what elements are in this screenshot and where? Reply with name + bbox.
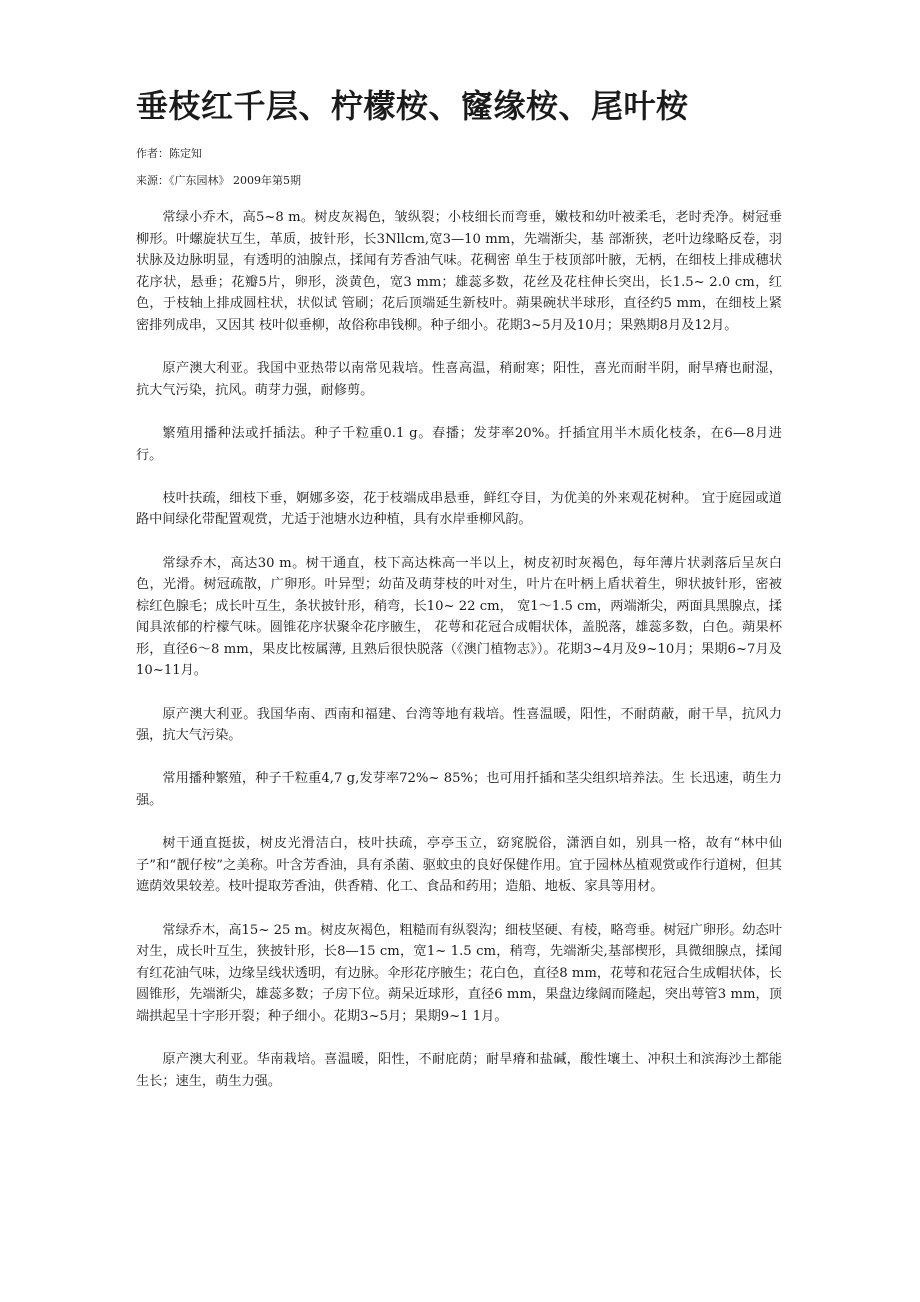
paragraph-6: 原产澳大利亚。我国华南、西南和福建、台湾等地有栽培。性喜温暖，阳性，不耐荫蔽，耐干旱，抗风力强，抗大气污染。 (136, 706, 782, 744)
paragraph-8: 树干通直挺拔，树皮光滑洁白，枝叶扶疏，亭亭玉立，窈窕脱俗，潇洒自如，别具一格，故有“林中仙子”和“靓仔桉”之美称。叶含芳香油，具有杀菌、驱蚊虫的良好保健作用。宜于园林丛植观赏或作行道树，但其遮荫效果较差。枝叶提取芳香油，供香精、化工、食品和药用；造船、地板、家具等用材。 (136, 836, 782, 895)
paragraph-9: 常绿乔木，高15~ 25 m。树皮灰褐色，粗糙而有纵裂沟；细枝坚硬、有棱，略弯垂。树冠广卵形。幼态叶对生，成长叶互生，狭披针形，长8—15 cm，宽1~ 1.5 cm，稍弯，先端渐尖,基部楔形，具微细腺点，揉闻有红花油气味，边缘呈线状透明，有边脉。伞形花序腋生；花白色，直径8 mm，花萼和花冠合生成帽状体，长圆锥形，先端渐尖，雄蕊多数；子房下位。蒴呆近球形，直径6 mm，果盘边缘阔而隆起，突出萼管3 mm，顶端拱起呈十字形开裂；种子细小。花期3~5月；果期9~1 1月。 (136, 922, 782, 1024)
article-author: 作者：陈定知 (136, 147, 202, 160)
paragraph-5: 常绿乔木，高达30 m。树干通直，枝下高达株高一半以上，树皮初时灰褐色，每年薄片状剥落后呈灰白色，光滑。树冠疏散，广卵形。叶异型；幼苗及萌芽枝的叶对生，叶片在叶柄上盾状着生，卵状披针形，密被棕红色腺毛；成长叶互生，条状披针形，稍弯，长10~ 22 cm， 宽1～1.5 cm，两端渐尖，两面具黑腺点，揉闻具浓郁的柠檬气味。圆锥花序状聚伞花序腋生， 花萼和花冠合成帽状体，盖脱落，雄蕊多数，白色。蒴果杯形，直径6～8 mm，果皮比桉属薄, 且熟后很快脱落（《澳门植物志》）。花期3~4月及9~10月；果期6~7月及10~11月。 (136, 555, 782, 679)
paragraph-3: 繁殖用播种法或扦插法。种子千粒重0.1 g。春播；发芽率20%。扦插宜用半木质化枝条，在6—8月进行。 (136, 425, 782, 463)
paragraph-4: 枝叶扶疏，细枝下垂，婀娜多姿，花于枝端成串悬垂，鲜红夺目，为优美的外来观花树种。 宜于庭园或道路中间绿化带配置观赏，尤适于池塘水边种植，具有水岸垂柳风韵。 (136, 490, 782, 528)
paragraph-7: 常用播种繁殖，种子千粒重4,7 g,发芽率72%~ 85%；也可用扦插和茎尖组织培养法。生 长迅速，萌生力强。 (136, 771, 782, 809)
paragraph-10: 原产澳大利亚。华南栽培。喜温暖，阳性，不耐庇荫；耐旱瘠和盐碱，酸性壤土、冲积土和滨海沙土都能生长；速生，萌生力强。 (136, 1052, 782, 1089)
paragraph-1: 常绿小乔木，高5~8 m。树皮灰褐色，皱纵裂；小枝细长而弯垂，嫩枝和幼叶被柔毛，老时秃净。树冠垂柳形。叶螺旋状互生，革质，披针形，长3Nllcm,宽3—10 mm，先端渐尖，基 部渐狭，老叶边缘略反卷，羽状脉及边脉明显，有透明的油腺点，揉闻有芳香油气味。花稠密 单生于枝顶部叶腋，无柄，在细枝上排成穗状花序状，悬垂；花瓣5片，卵形，淡黄色，宽3 mm；雄蕊多数，花丝及花柱伸长突出，长1.5~ 2.0 cm，红色，于枝轴上排成圆柱状，状似试 管刷；花后顶端延生新枝叶。蒴果碗状半球形，直径约5 mm，在细枝上紧密排列成串，又因其 枝叶似垂柳，故俗称串钱柳。种子细小。花期3~5月及10月；果熟期8月及12月。 (136, 210, 782, 333)
article-title: 垂枝红千层、柠檬桉、窿缘桉、尾叶桉 (136, 87, 689, 125)
article-source: 来源：《广东园林》 2009年第5期 (136, 174, 301, 187)
article-body (136, 207, 782, 1114)
paragraph-2: 原产澳大利亚。我国中亚热带以南常见栽培。性喜高温，稍耐寒；阳性，喜光而耐半阴，耐旱瘠也耐湿，抗大气污染，抗风。萌芽力强，耐修剪。 (136, 361, 782, 398)
